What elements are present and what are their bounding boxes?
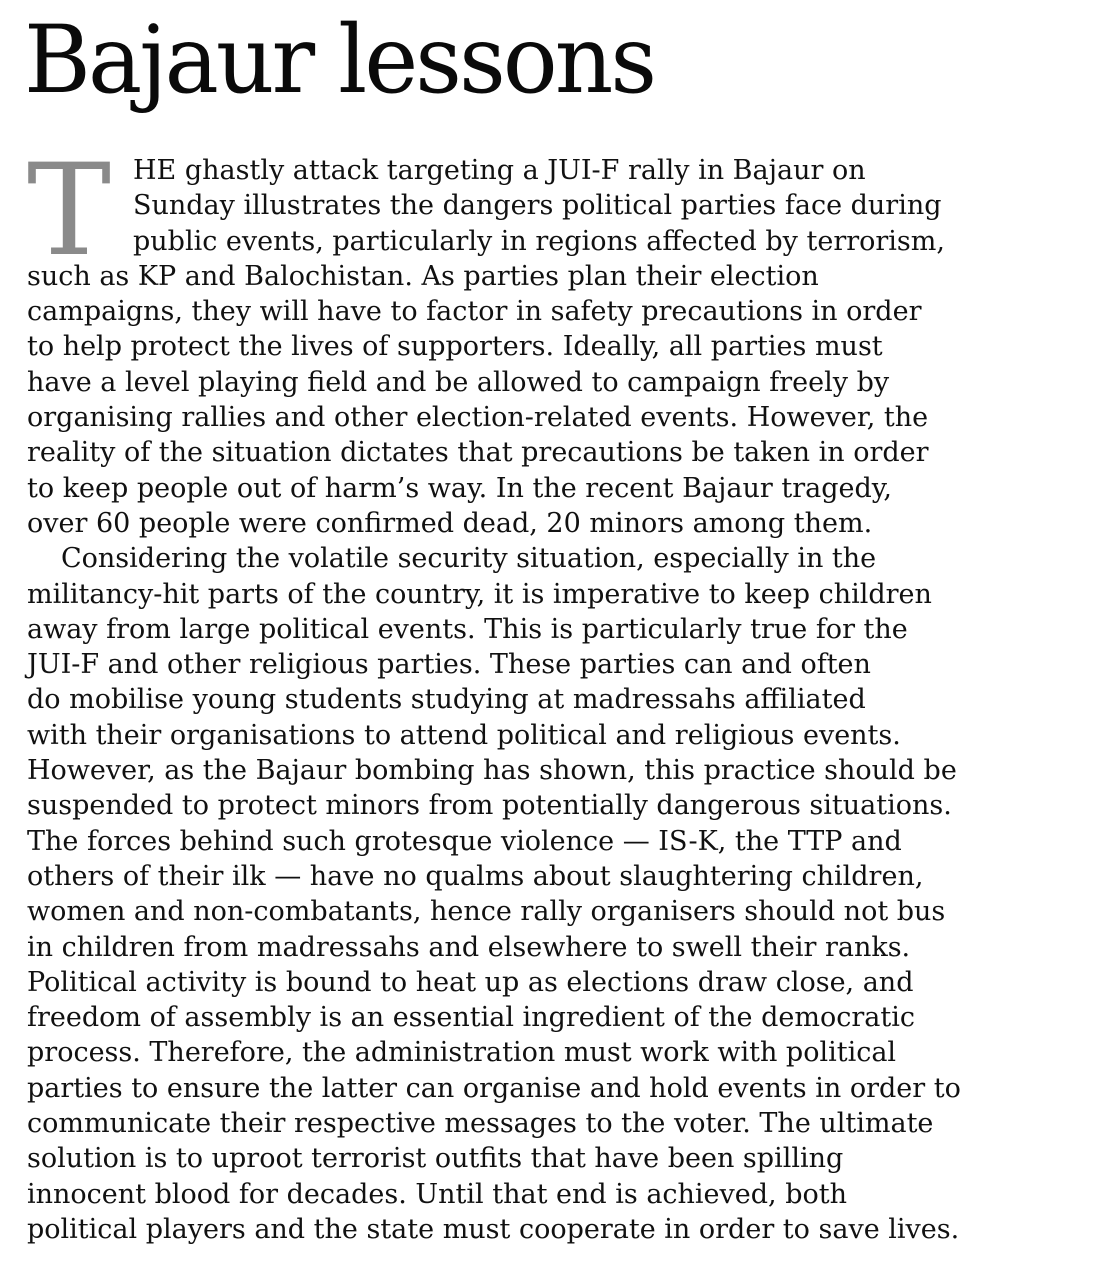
- body-line: political players and the state must cooperate in order to save lives.: [27, 1213, 960, 1245]
- body-line: process. Therefore, the administration must work with political: [27, 1037, 897, 1069]
- body-line: parties to ensure the latter can organise and hold events in order to: [27, 1072, 961, 1104]
- body-line: Political activity is bound to heat up as elections draw close, and: [27, 966, 914, 998]
- headline: Bajaur lessons: [24, 6, 655, 115]
- body-line: do mobilise young students studying at madressahs affiliated: [27, 684, 866, 716]
- body-line: The forces behind such grotesque violence — IS-K, the TTP and: [27, 825, 902, 857]
- body-line: have a level playing field and be allowed to campaign freely by: [27, 366, 890, 398]
- body-line: in children from madressahs and elsewhere to swell their ranks.: [27, 931, 911, 963]
- body-line: suspended to protect minors from potentially dangerous situations.: [27, 790, 952, 822]
- body-line: such as KP and Balochistan. As parties plan their election: [27, 260, 819, 292]
- body-line: JUI-F and other religious parties. These parties can and often: [27, 649, 871, 681]
- body-line: over 60 people were confirmed dead, 20 minors among them.: [27, 507, 873, 539]
- body-line: to keep people out of harm’s way. In the recent Bajaur tragedy,: [27, 472, 893, 504]
- body-line: to help protect the lives of supporters. Ideally, all parties must: [27, 331, 883, 363]
- body-line: Considering the volatile security situation, especially in the: [61, 543, 877, 575]
- body-line: However, as the Bajaur bombing has shown, this practice should be: [27, 755, 957, 787]
- article-body: [27, 153, 1089, 1247]
- body-line: public events, particularly in regions affected by terrorism,: [133, 225, 945, 257]
- body-line: solution is to uproot terrorist outfits that have been spilling: [27, 1143, 844, 1175]
- body-line: others of their ilk — have no qualms about slaughtering children,: [27, 860, 924, 892]
- body-line: Sunday illustrates the dangers political parties face during: [133, 190, 942, 222]
- body-line: HE ghastly attack targeting a JUI-F rally in Bajaur on: [133, 155, 866, 186]
- body-line: organising rallies and other election-related events. However, the: [27, 402, 929, 434]
- body-line: with their organisations to attend political and religious events.: [27, 719, 901, 751]
- body-line: women and non-combatants, hence rally organisers should not bus: [27, 896, 946, 928]
- body-line: freedom of assembly is an essential ingredient of the democratic: [27, 1002, 915, 1034]
- body-line: away from large political events. This is particularly true for the: [27, 613, 908, 645]
- body-line: communicate their respective messages to the voter. The ultimate: [27, 1108, 934, 1140]
- body-line: innocent blood for decades. Until that end is achieved, both: [27, 1178, 847, 1210]
- drop-cap: T: [27, 137, 112, 284]
- body-line: campaigns, they will have to factor in safety precautions in order: [27, 296, 922, 328]
- body-line: militancy-hit parts of the country, it is imperative to keep children: [27, 578, 932, 610]
- body-line: reality of the situation dictates that precautions be taken in order: [27, 437, 929, 469]
